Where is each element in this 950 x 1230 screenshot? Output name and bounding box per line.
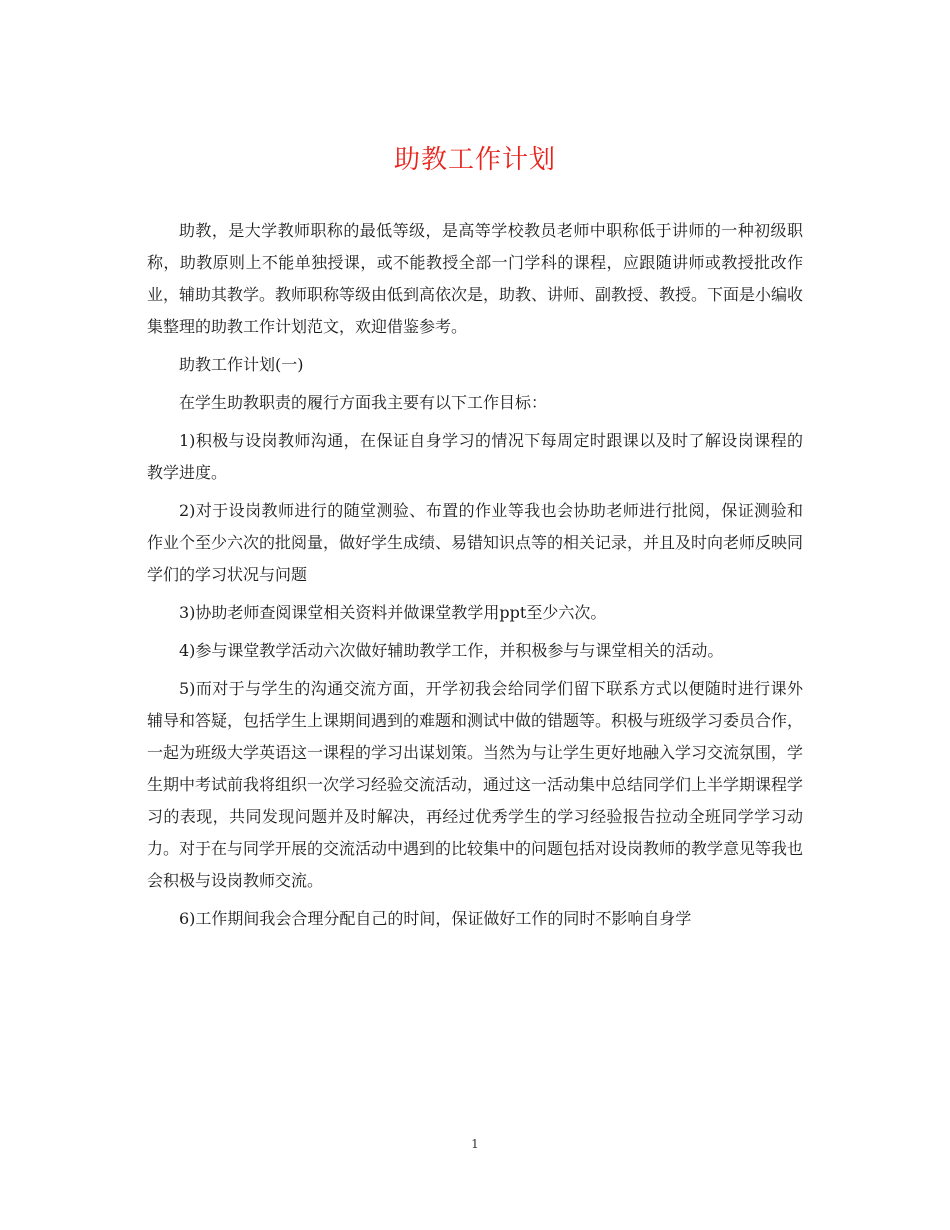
list-item-1: 1)积极与设岗教师沟通，在保证自身学习的情况下每周定时跟课以及时了解设岗课程的教学进度。 <box>147 431 803 482</box>
intro-paragraph: 助教，是大学教师职称的最低等级，是高等学校教员老师中职称低于讲师的一种初级职称，助教原则上不能单独授课，或不能教授全部一门学科的课程，应跟随讲师或教授批改作业，辅助其教学。教师职称等级由低到高依次是，助教、讲师、副教授、教授。下面是小编收集整理的助教工作计划范文，欢迎借鉴参考。 <box>147 221 804 336</box>
paragraph: 在学生助教职责的履行方面我主要有以下工作目标： <box>179 393 548 412</box>
document-title: 助教工作计划 <box>393 145 556 175</box>
document-body <box>147 215 803 941</box>
list-item-3: 3)协助老师查阅课堂相关资料并做课堂教学用ppt至少六次。 <box>179 603 607 622</box>
section-heading: 助教工作计划(一) <box>179 355 304 374</box>
list-item-4: 4)参与课堂教学活动六次做好辅助教学工作，并积极参与与课堂相关的活动。 <box>179 641 724 660</box>
list-item-5: 5)而对于与学生的沟通交流方面，开学初我会给同学们留下联系方式以便随时进行课外辅导和答疑，包括学生上课期间遇到的难题和测试中做的错题等。积极与班级学习委员合作，一起为班级大学英语这一课程的学习出谋划策。当然为与让学生更好地融入学习交流氛围，学生期中考试前我将组织一次学习经验交流活动，通过这一活动集中总结同学们上半学期课程学习的表现，共同发现问题并及时解决，再经过优秀学生的学习经验报告拉动全班同学学习动力。对于在与同学开展的交流活动中遇到的比较集中的问题包括对设岗教师的教学意见等我也会积极与设岗教师交流。 <box>147 679 804 890</box>
list-item-6: 6)工作期间我会合理分配自己的时间，保证做好工作的同时不影响自身学 <box>179 909 692 928</box>
page-number: 1 <box>471 1137 479 1151</box>
list-item-2: 2)对于设岗教师进行的随堂测验、布置的作业等我也会协助老师进行批阅，保证测验和作业个至少六次的批阅量，做好学生成绩、易错知识点等的相关记录，并且及时向老师反映同学们的学习状况与问题 <box>147 501 804 584</box>
